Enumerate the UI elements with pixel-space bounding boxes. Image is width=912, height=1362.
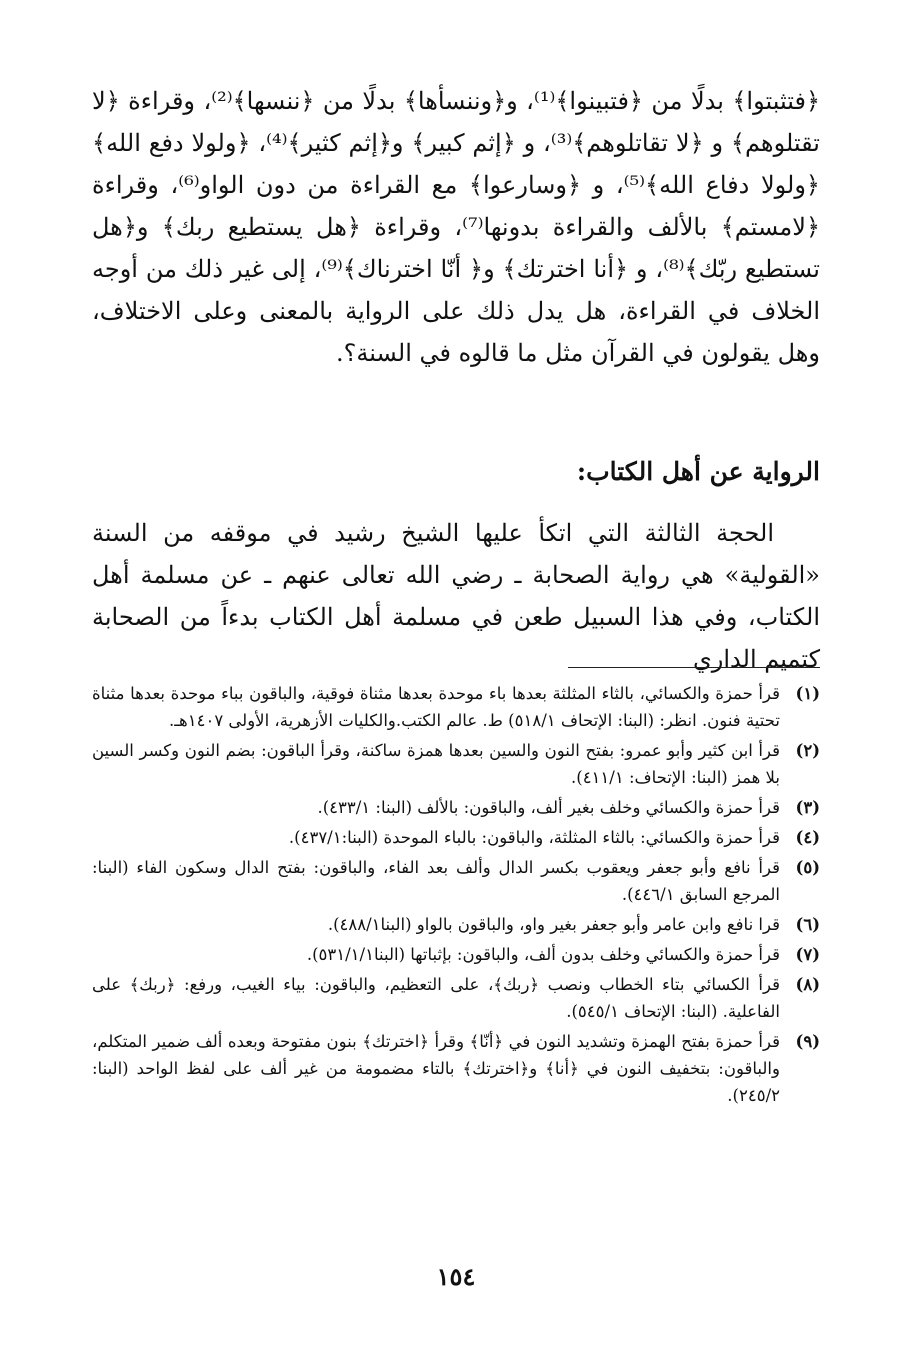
footnote-1 (92, 680, 820, 734)
footnote-text: قرأ الكسائي بتاء الخطاب ونصب ﴿ربك﴾، على التعظيم، والباقون: بياء الغيب، ورفع: ﴿ربك﴾ على الفاعلية. (البنا: الإتحاف ٥٤٥/١). (92, 975, 780, 1021)
footnote-2 (92, 737, 820, 791)
footnote-text: قرأ حمزة بفتح الهمزة وتشديد النون في ﴿أنّا﴾ وقرأ ﴿اخترتك﴾ بنون مفتوحة وبعده ألف ضمير المتكلم، والباقون: بتخفيف النون في ﴿أنا﴾ و﴿اخترتك﴾ بالتاء مضمومة من غير ألف على لفظ الواحد (البنا: ٢٤٥/٢). (92, 1032, 780, 1105)
footnote-number: (٦) (795, 915, 820, 934)
footnote-6 (92, 911, 820, 938)
footnote-text: قرا نافع وابن عامر وأبو جعفر بغير واو، والباقون بالواو (البنا٤٨٨/١). (327, 915, 780, 934)
main-paragraph-1: ﴿فتثبتوا﴾ بدلًا من ﴿فتبينوا﴾⁽¹⁾، و﴿وننسأها﴾ بدلًا من ﴿ننسها﴾⁽²⁾، وقراءة ﴿لا تقتلوهم﴾ و ﴿لا تقاتلوهم﴾⁽³⁾، و ﴿إثم كبير﴾ و﴿إثم كثير﴾⁽⁴⁾، ﴿ولولا دفع الله﴾ ﴿ولولا دفاع الله﴾⁽⁵⁾، و ﴿وسارعوا﴾ مع القراءة من دون الواو⁽⁶⁾، وقراءة ﴿لامستم﴾ بالألف والقراءة بدونها⁽⁷⁾، وقراءة ﴿هل يستطيع ربك﴾ و﴿هل تستطيع ربّك﴾⁽⁸⁾، و ﴿أنا اخترتك﴾ و﴿ أنّا اخترناك﴾⁽⁹⁾، إلى غير ذلك من أوجه الخلاف في القراءة، هل يدل ذلك على الرواية بالمعنى وعلى الاختلاف، وهل يقولون في القرآن مثل ما قالوه في السنة؟. (92, 87, 821, 367)
footnote-4 (92, 824, 820, 851)
footnote-number: (٤) (795, 828, 820, 847)
footnote-5 (92, 854, 820, 908)
footnotes-list (92, 680, 820, 1112)
section-heading: الرواية عن أهل الكتاب: (576, 457, 820, 486)
footnote-number: (٥) (795, 858, 820, 877)
footnote-number: (٨) (795, 975, 820, 994)
footnote-divider (568, 667, 820, 668)
footnote-number: (٣) (795, 798, 820, 817)
footnote-number: (٧) (795, 945, 820, 964)
footnote-text: قرأ حمزة والكسائي، بالثاء المثلثة بعدها باء موحدة بعدها مثناة فوقية، والباقون بباء موحدة بعدها مثناة تحتية فنون. انظر: (البنا: الإتحاف ٥١٨/١) ط. عالم الكتب.والكليات الأزهرية، الأولى ١٤٠٧هـ. (92, 684, 780, 730)
footnote-number: (١) (795, 684, 820, 703)
footnote-text: قرأ ابن كثير وأبو عمرو: بفتح النون والسين بعدها همزة ساكنة، وقرأ الباقون: بضم النون وكسر السين بلا همز (البنا: الإتحاف: ٤١١/١). (92, 741, 780, 787)
footnote-8 (92, 971, 820, 1025)
main-paragraph-2: الحجة الثالثة التي اتكأ عليها الشيخ رشيد في موقفه من السنة «القولية» هي رواية الصحابة ـ رضي الله تعالى عنهم ـ عن مسلمة أهل الكتاب، وفي هذا السبيل طعن في مسلمة أهل الكتاب بدءاً من الصحابة كتميم الداري (92, 519, 820, 673)
page-number: ١٥٤ (436, 1262, 476, 1291)
footnote-3 (92, 794, 820, 821)
footnote-number: (٢) (795, 741, 820, 760)
footnote-text: قرأ حمزة والكسائي وخلف بدون ألف، والباقون: بإثباتها (البنا٥٣١/١/١). (306, 945, 780, 964)
footnote-number: (٩) (795, 1032, 820, 1051)
footnote-text: قرأ نافع وأبو جعفر ويعقوب بكسر الدال وألف بعد الفاء، والباقون: بفتح الدال وسكون الفاء (البنا: المرجع السابق ٤٤٦/١). (92, 858, 780, 904)
footnote-text: قرأ حمزة والكسائي وخلف بغير ألف، والباقون: بالألف (البنا: ٤٣٣/١). (317, 798, 780, 817)
footnote-9 (92, 1028, 820, 1109)
footnote-7 (92, 941, 820, 968)
footnote-text: قرأ حمزة والكسائي: بالثاء المثلثة، والباقون: بالباء الموحدة (البنا:٤٣٧/١). (288, 828, 780, 847)
